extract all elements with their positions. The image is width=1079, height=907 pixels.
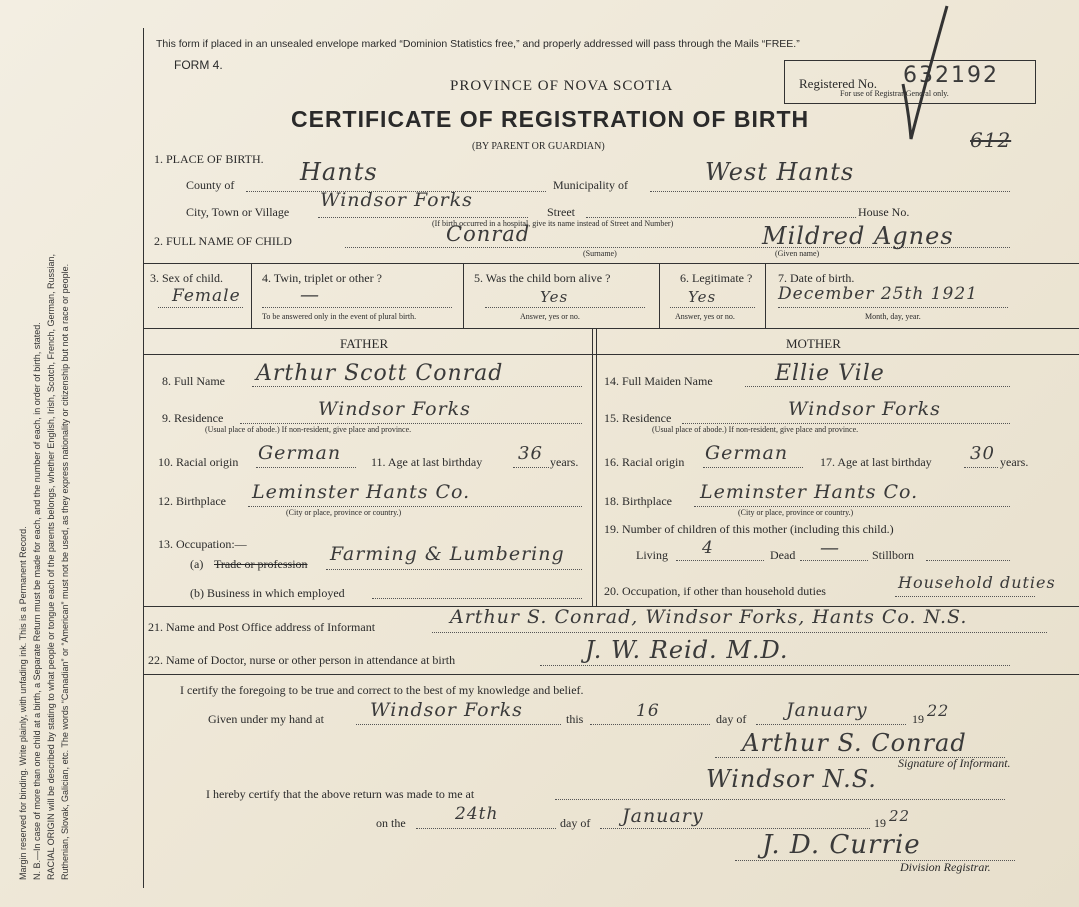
- father-age: 36: [518, 443, 543, 464]
- on-the-label: on the: [376, 816, 406, 830]
- children-label: 19. Number of children of this mother (including this child.): [604, 522, 894, 536]
- return-day-of: day of: [560, 816, 591, 830]
- father-age-label: 11. Age at last birthday: [371, 455, 483, 469]
- city-line: [318, 217, 528, 218]
- father-residence-label: 9. Residence: [162, 411, 224, 425]
- father-occupation: Farming & Lumbering: [330, 543, 565, 565]
- legitimate-label: 6. Legitimate ?: [680, 271, 753, 285]
- sex-label: 3. Sex of child.: [150, 271, 223, 285]
- margin-note: Margin reserved for binding. Write plainly, with unfading ink. This is a Permanent Record.: [18, 526, 28, 880]
- street-label: Street: [547, 205, 575, 219]
- given-place: Windsor Forks: [370, 699, 523, 721]
- margin-rule: [143, 28, 144, 888]
- city-value: Windsor Forks: [320, 189, 473, 211]
- col-rule: [463, 263, 464, 328]
- return-month: January: [622, 805, 704, 827]
- row-rule: [143, 328, 1079, 329]
- return-place-line: [555, 799, 1005, 800]
- return-place: Windsor N.S.: [706, 765, 877, 793]
- mother-residence: Windsor Forks: [788, 398, 941, 420]
- child-surname: Conrad: [446, 222, 531, 246]
- margin-note: N. B.—In case of more than one child at a birth, a Separate Return must be made for each, and the number of each, in order of birth, stated.: [32, 322, 42, 880]
- mother-residence-line: [682, 423, 1010, 424]
- street-line: [586, 217, 856, 218]
- mother-residence-label: 15. Residence: [604, 411, 672, 425]
- mother-name: Ellie Vile: [775, 361, 885, 386]
- margin-notes: [16, 20, 72, 880]
- hospital-note: (If birth occurred in a hospital, give its name instead of Street and Number): [432, 219, 674, 228]
- father-name-label: 8. Full Name: [162, 374, 225, 388]
- year-prefix: 19: [912, 712, 924, 726]
- informant-value: Arthur S. Conrad, Windsor Forks, Hants Co. N.S.: [450, 606, 968, 628]
- living-line: [676, 560, 764, 561]
- mother-birthplace-label: 18. Birthplace: [604, 494, 672, 508]
- row-rule: [143, 354, 1079, 355]
- dead-value: —: [820, 537, 840, 559]
- alive-value: Yes: [540, 288, 569, 306]
- return-year: 22: [889, 807, 911, 825]
- legitimate-value: Yes: [688, 288, 717, 306]
- registrar-label: Division Registrar.: [900, 860, 991, 874]
- dead-line: [800, 560, 868, 561]
- mother-age: 30: [970, 443, 995, 464]
- form-number: FORM 4.: [174, 58, 223, 72]
- day-of-label: day of: [716, 712, 747, 726]
- day-line: [590, 724, 710, 725]
- doctor-line: [540, 665, 1010, 666]
- mother-racial: German: [705, 442, 789, 464]
- dob-value: December 25th 1921: [778, 284, 978, 304]
- mother-birthplace-note: (City or place, province or country.): [738, 508, 854, 517]
- mother-racial-label: 16. Racial origin: [604, 455, 685, 469]
- county-value: Hants: [300, 158, 378, 186]
- certify-month: January: [786, 699, 868, 721]
- row-rule: [143, 263, 1079, 264]
- father-racial-line: [256, 467, 356, 468]
- mail-notice: This form if placed in an unsealed envelope marked “Dominion Statistics free,” and properly addressed will pass through the Mails “FREE.”: [156, 38, 800, 50]
- check-mark-icon: [895, 4, 955, 144]
- doctor-label: 22. Name of Doctor, nurse or other person in attendance at birth: [148, 653, 456, 667]
- twin-note: To be answered only in the event of plural birth.: [262, 312, 417, 321]
- province-title: PROVINCE OF NOVA SCOTIA: [450, 78, 674, 94]
- mother-occupation: Household duties: [898, 573, 1056, 592]
- informant-signature: Arthur S. Conrad: [742, 729, 967, 757]
- father-racial-label: 10. Racial origin: [158, 455, 239, 469]
- father-age-line: [513, 467, 549, 468]
- occupation-b-line: [372, 598, 582, 599]
- return-statement: I hereby certify that the above return was made to me at: [206, 787, 475, 801]
- margin-note: RACIAL ORIGIN will be described by stating to what people or tongue each of the parents belongs, whether English, Irish, Scotch, French, German, Russian,: [46, 254, 56, 880]
- registered-note: For use of Registrar General only.: [840, 89, 949, 98]
- mother-name-label: 14. Full Maiden Name: [604, 374, 713, 388]
- registered-number: 632192: [903, 63, 999, 88]
- house-label: House No.: [858, 205, 910, 219]
- return-month-line: [600, 828, 870, 829]
- sex-line: [158, 307, 243, 308]
- place-of-birth-label: 1. PLACE OF BIRTH.: [154, 152, 264, 166]
- mother-residence-note: (Usual place of abode.) If non-resident, give place and province.: [652, 425, 859, 434]
- informant-line: [432, 632, 1047, 633]
- occupation-b-label: (b) Business in which employed: [190, 586, 345, 600]
- father-birthplace-line: [248, 506, 582, 507]
- dob-label: 7. Date of birth.: [778, 271, 855, 285]
- col-rule: [659, 263, 660, 328]
- registered-label: Registered No.: [799, 76, 877, 91]
- mother-name-line: [745, 386, 1010, 387]
- parent-divider: [596, 328, 597, 606]
- month-line: [756, 724, 906, 725]
- corner-number: 612: [970, 128, 1012, 152]
- alive-note: Answer, yes or no.: [520, 312, 580, 321]
- mother-age-line: [964, 467, 998, 468]
- living-label: Living: [636, 548, 668, 562]
- dob-note: Month, day, year.: [865, 312, 921, 321]
- certify-year: 22: [927, 701, 950, 720]
- alive-line: [485, 307, 645, 308]
- county-label: County of: [186, 178, 235, 192]
- legitimate-note: Answer, yes or no.: [675, 312, 735, 321]
- child-given-name: Mildred Agnes: [762, 222, 954, 250]
- mother-occupation-label: 20. Occupation, if other than household duties: [604, 584, 826, 598]
- mother-occupation-line: [895, 596, 1035, 597]
- child-name-label: 2. FULL NAME OF CHILD: [154, 234, 292, 248]
- parent-divider: [592, 328, 593, 606]
- alive-label: 5. Was the child born alive ?: [474, 271, 611, 285]
- father-heading: FATHER: [340, 336, 389, 351]
- surname-note: (Surname): [583, 249, 617, 258]
- municipality-label: Municipality of: [553, 178, 628, 192]
- legitimate-line: [670, 307, 755, 308]
- certify-statement: I certify the foregoing to be true and correct to the best of my knowledge and belief.: [180, 683, 584, 697]
- mother-birthplace: Leminster Hants Co.: [700, 481, 919, 503]
- living-value: 4: [702, 538, 714, 558]
- mother-age-label: 17. Age at last birthday: [820, 455, 932, 469]
- twin-value: —: [300, 284, 320, 306]
- dead-label: Dead: [770, 548, 796, 562]
- occupation-a-label: Trade or profession: [214, 557, 308, 571]
- municipality-line: [650, 191, 1010, 192]
- return-year-prefix: 19: [874, 816, 886, 830]
- father-occupation-label: 13. Occupation:—: [158, 537, 247, 551]
- twin-label: 4. Twin, triplet or other ?: [262, 271, 382, 285]
- father-name: Arthur Scott Conrad: [256, 361, 504, 386]
- col-rule: [765, 263, 766, 328]
- informant-label: 21. Name and Post Office address of Informant: [148, 620, 376, 634]
- municipality-value: West Hants: [705, 158, 855, 186]
- given-under-label: Given under my hand at: [208, 712, 324, 726]
- stillborn-line: [926, 560, 1010, 561]
- mother-heading: MOTHER: [786, 336, 841, 351]
- father-name-line: [252, 386, 582, 387]
- stillborn-label: Stillborn: [872, 548, 915, 562]
- given-name-note: (Given name): [775, 249, 820, 258]
- certificate-subtitle: (BY PARENT OR GUARDIAN): [472, 141, 605, 152]
- mother-years: years.: [1000, 455, 1029, 469]
- dob-line: [778, 307, 1008, 308]
- margin-note: Ruthenian, Slovak, Galician, etc. The words “Canadian” or “American” must not be used, as they express nationality or citizenship but not a race or people.: [60, 263, 70, 880]
- this-label: this: [566, 712, 584, 726]
- father-racial: German: [258, 442, 342, 464]
- signature-label: Signature of Informant.: [898, 756, 1011, 770]
- given-place-line: [356, 724, 561, 725]
- city-label: City, Town or Village: [186, 205, 290, 219]
- registrar-signature: J. D. Currie: [762, 830, 921, 860]
- father-residence-line: [240, 423, 582, 424]
- father-birthplace-label: 12. Birthplace: [158, 494, 226, 508]
- father-residence: Windsor Forks: [318, 398, 471, 420]
- return-day: 24th: [455, 804, 499, 824]
- certify-day: 16: [636, 701, 660, 721]
- mother-racial-line: [703, 467, 803, 468]
- occupation-a-prefix: (a): [190, 557, 204, 571]
- father-residence-note: (Usual place of abode.) If non-resident, give place and province.: [205, 425, 412, 434]
- occupation-a-line: [326, 569, 582, 570]
- twin-line: [262, 307, 452, 308]
- row-rule: [143, 674, 1079, 675]
- father-years: years.: [550, 455, 579, 469]
- doctor-value: J. W. Reid. M.D.: [585, 636, 789, 664]
- return-day-line: [416, 828, 556, 829]
- col-rule: [251, 263, 252, 328]
- certificate-title: CERTIFICATE OF REGISTRATION OF BIRTH: [291, 106, 810, 132]
- father-birthplace: Leminster Hants Co.: [252, 481, 471, 503]
- father-birthplace-note: (City or place, province or country.): [286, 508, 402, 517]
- mother-birthplace-line: [694, 506, 1010, 507]
- sex-value: Female: [172, 286, 241, 306]
